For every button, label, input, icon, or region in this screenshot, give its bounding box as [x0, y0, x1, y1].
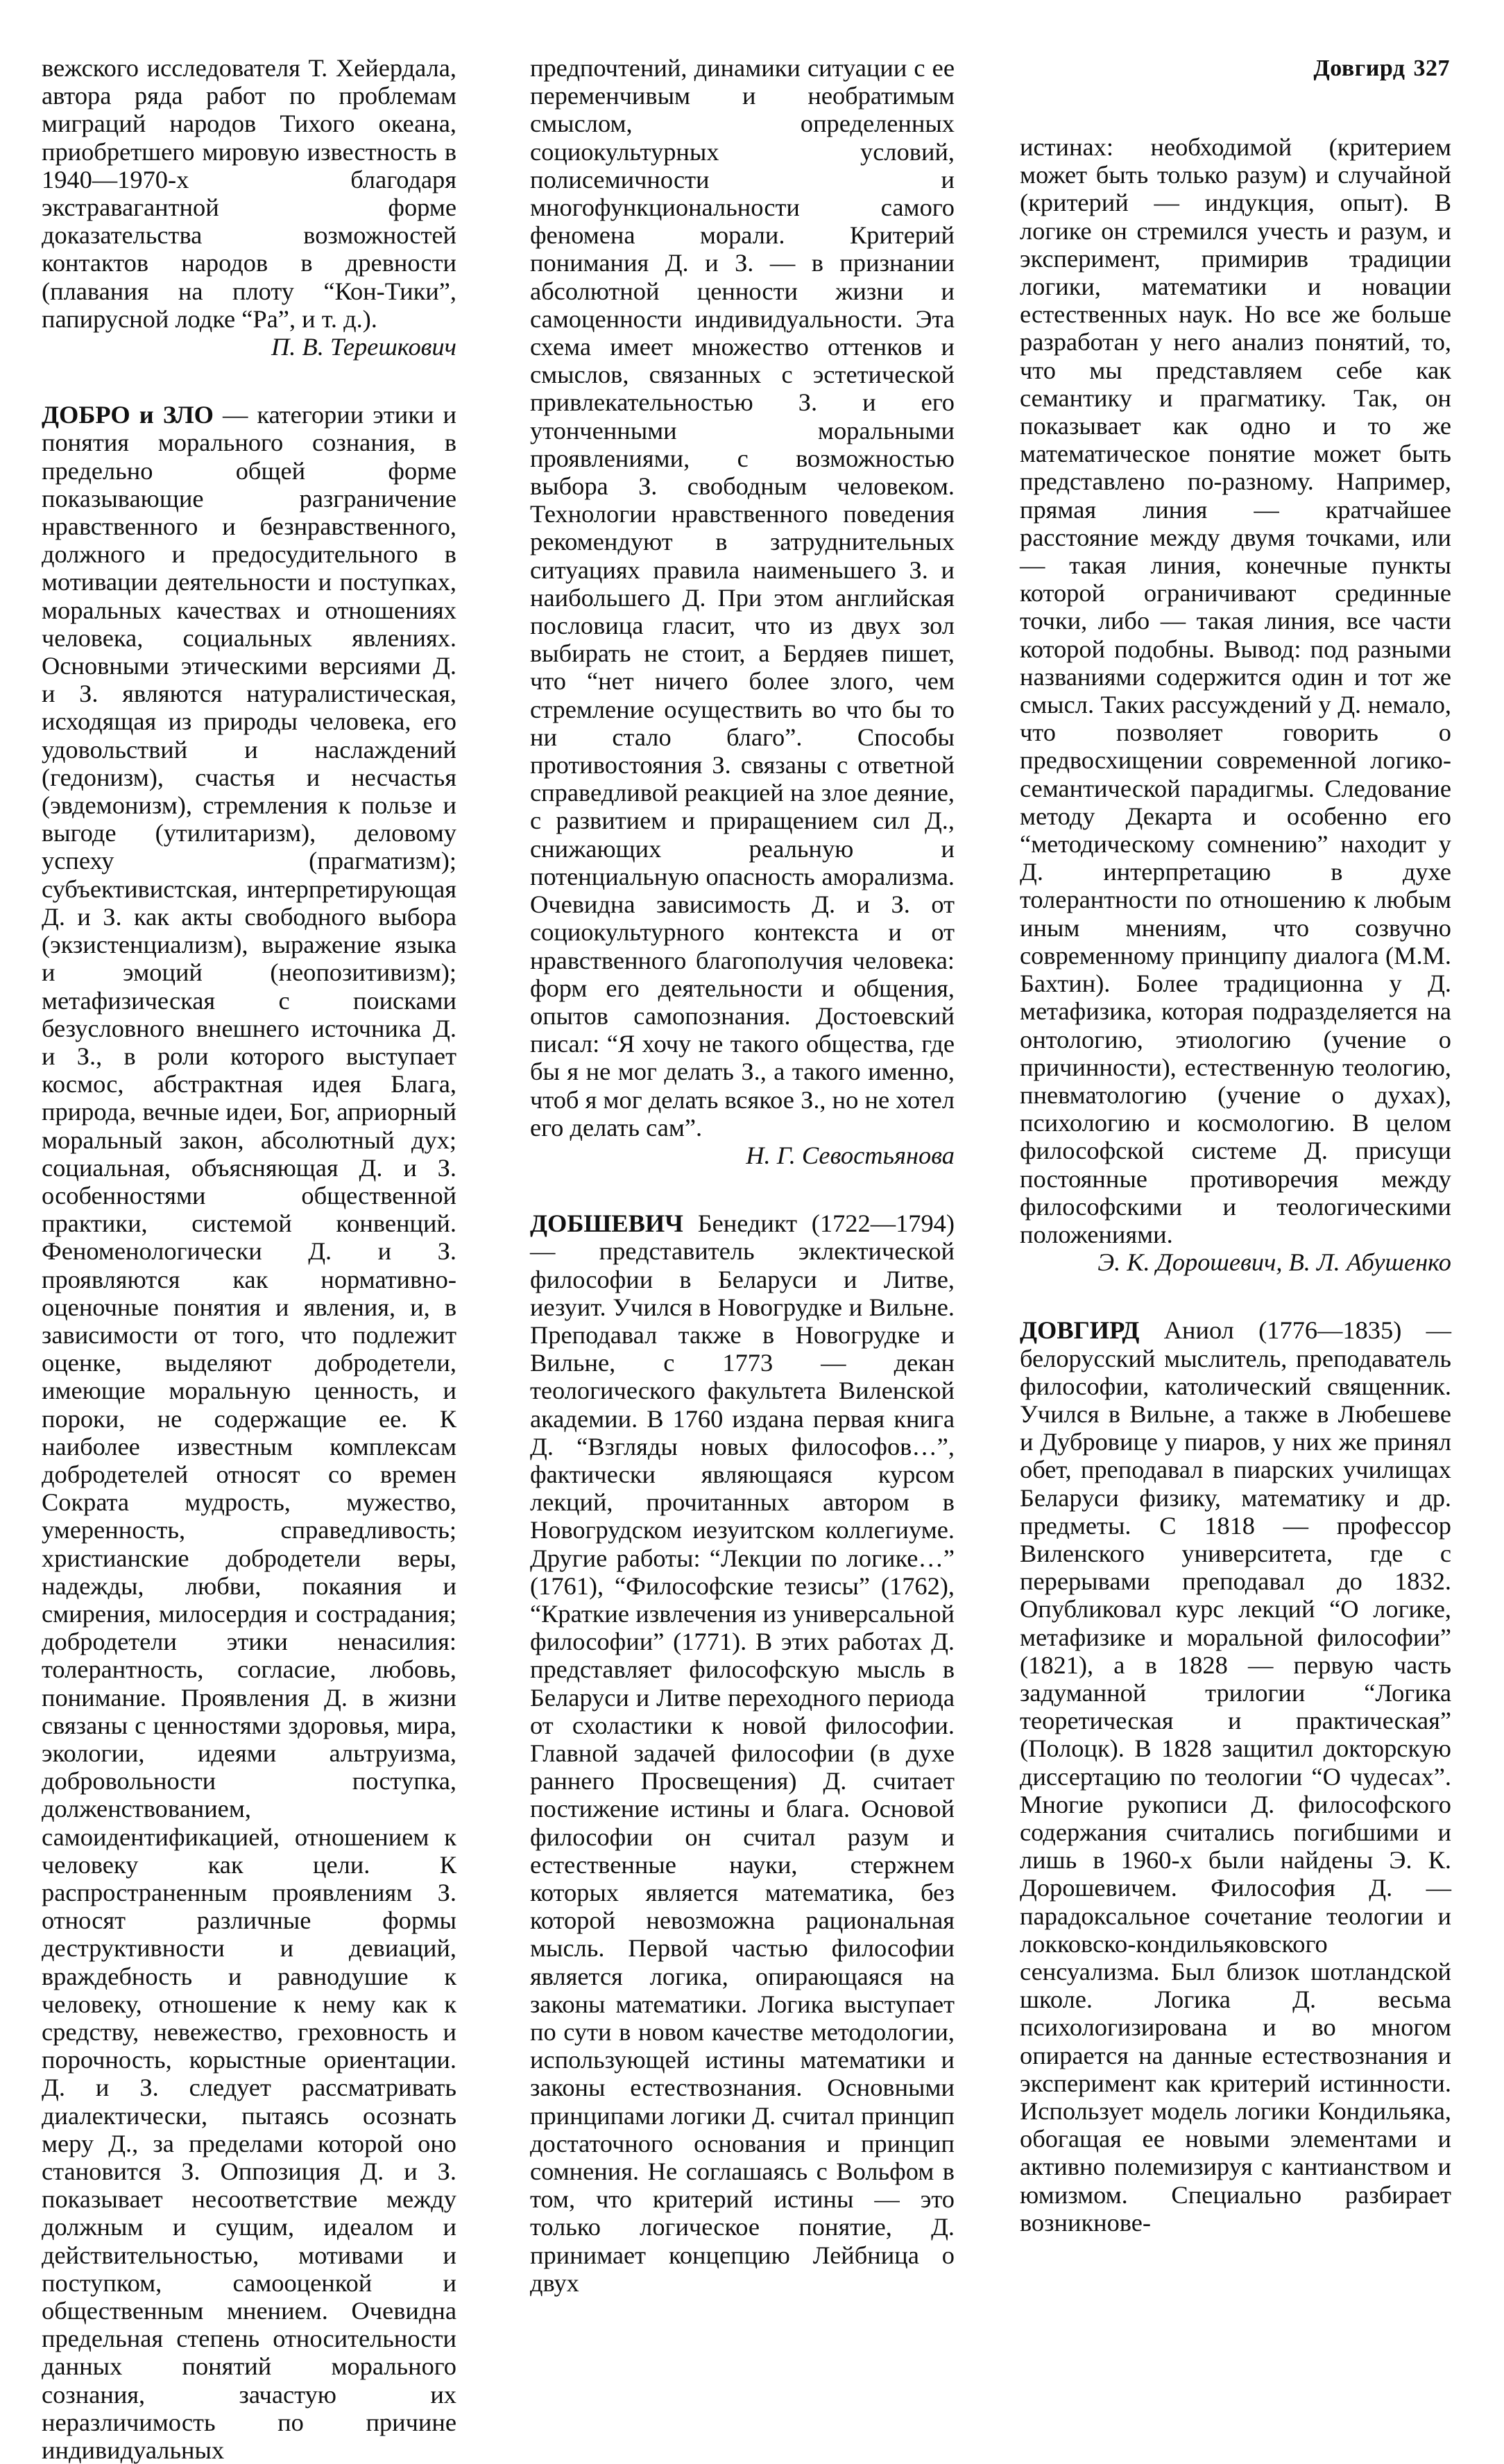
article-headword: ДОБШЕВИЧ	[530, 1209, 683, 1238]
article-dobshevich	[530, 1209, 955, 2297]
running-head	[1313, 55, 1450, 82]
author-signature: Н. Г. Севостьянова	[746, 1141, 955, 1169]
article-text: Аниол (1776—1835) — белорусский мыслитель, преподаватель философии, католический священник. Учился в Вильне, а также в Любешеве и Дубровице у пиаров, у них же принял обет, преподавал в пиарских училищах Беларуси физику, математику и др. предметы. С 1818 — профессор Виленского университета, где с перерывами преподавал до 1832. Опубликовал курс лекций “О логике, метафизике и моральной философии” (1821), а в 1828 — первую часть задуманной трилогии “Логика теоретическая и практическая” (Полоцк). В 1828 защитил докторскую диссертацию по теологии “О чудесах”. Многие рукописи Д. философского содержания считались погибшими и лишь в 1960-х были найдены Э. К. Дорошевичем. Философия Д. — парадоксальное сочетание теологии и локковско-кондильяковского сенсуализма. Был близок шотландской школе. Логика Д. весьма психологизирована и во многом опирается на данные естествознания и эксперимент как критерий истинности. Использует модель логики Кондильяка, обогащая ее новыми элементами и активно полемизируя с кантианством и юмизмом. Специально разбирает возникнове-	[1020, 1316, 1451, 2237]
article-text: — категории этики и понятия морального сознания, в предельно общей форме показывающие разграничение нравственного и безнравственного, должного и предосудительного в мотивации деятельности и поступках, моральных качествах и отношениях человека, социальных явлениях. Основными этическими версиями Д. и З. являются натуралистическая, исходящая из природы человека, его удовольствий и наслаждений (гедонизм), счастья и несчастья (эвдемонизм), стремления к пользе и выгоде (утилитаризм), деловому успеху (прагматизм); субъективистская, интерпретирующая Д. и З. как акты свободного выбора (экзистенциализм), выражение языка и эмоций (неопозитивизм); метафизическая с поисками безусловного внешнего источника Д. и З., в роли которого выступает космос, абстрактная идея Блага, природа, вечные идеи, Бог, априорный моральный закон, абсолютный дух; социальная, объясняющая Д. и З. особенностями общественной практики, системой конвенций. Феноменологически Д. и З. проявляются как нормативно-оценочные понятия и явления, и, в зависимости от того, что подлежит оценке, выделяют добродетели, имеющие моральную ценность, и пороки, не содержащие ее. К наиболее известным комплексам добродетелей относят со времен Сократа мудрость, мужество, умеренность, справедливость; христианские добродетели веры, надежды, любви, покаяния и смирения, милосердия и сострадания; добродетели этики ненасилия: толерантность, согласие, любовь, понимание. Проявления Д. в жизни связаны с ценностями здоровья, мира, экологии, идеями альтруизма, добровольности поступка, долженствованием, самоидентификацией, отношением к человеку как цели. К распространенным проявлениям З. относят различные формы деструктивности и девиаций, враждебность и равнодушие к человеку, отношение к нему как к средству, невежество, греховность и порочность, корыстные ориентации. Д. и З. следует рассматривать диалектически, пытаясь осознать меру Д., за пределами которой оно становится З. Оппозиция Д. и З. показывает несоответствие между должным и сущим, идеалом и действительностью, мотивами и поступком, самооценкой и общественным мнением. Очевидна предельная степень относительности данных понятий морального сознания, зачастую их неразличимость по причине индивидуальных	[42, 401, 456, 2464]
continued-text: вежского исследователя Т. Хейердала, автора ряда работ по проблемам миграций народов Тихого океана, приобретшего мировую известность в 1940—1970-х благодаря экстравагантной форме доказательства возможностей контактов народов в древности (плавания на плоту “Кон-Тики”, папирусной лодке “Ра”, и т. д.).	[42, 54, 456, 333]
author-signature: П. В. Терешкович	[271, 333, 456, 361]
column-3	[1020, 133, 1451, 2237]
article-headword: ДОВГИРД	[1020, 1316, 1140, 1345]
page-number: 327	[1413, 55, 1450, 81]
column-1	[42, 54, 456, 2464]
continued-text: предпочтений, динамики ситуации с ее переменчивым и необратимым смыслом, определенных социокультурных условий, полисемичности и многофункциональности самого феномена морали. Критерий понимания Д. и З. — в признании абсолютной ценности жизни и самоценности индивидуальности. Эта схема имеет множество оттенков и смыслов, связанных с эстетической привлекательностью З. и его утонченными моральными проявлениями, с возможностью выбора З. свободным человеком. Технологии нравственного поведения рекомендуют в затруднительных ситуациях правила наименьшего З. и наибольшего Д. При этом английская пословица гласит, что из двух зол выбирать не стоит, а Бердяев пишет, что “нет ничего более злого, чем стремление осуществить во что бы то ни стало благо”. Способы противостояния З. связаны с ответной справедливой реакцией на злое деяние, с развитием и приращением сил Д., снижающих реальную и потенциальную опасность аморализма. Очевидна зависимость Д. и З. от социокультурного контекста и от нравственного благополучия человека: форм его деятельности и общения, опытов самопознания. Достоевский писал: “Я хочу не такого общества, где бы я не мог делать З., а такого именно, чтоб я мог делать всякое З., но не хотел его делать сам”.	[530, 54, 955, 1141]
running-head-title: Довгирд	[1313, 55, 1405, 81]
article-headword: ДОБРО и ЗЛО	[42, 401, 214, 429]
continued-text: истинах: необходимой (критерием может быть только разум) и случайной (критерий — индукция, опыт). В логике он стремился учесть и разум, и эксперимент, примирив традиции логики, математики и новации естественных наук. Но все же больше разработан у него анализ понятий, то, что мы представляем себе как семантику и прагматику. Так, он показывает как одно и то же математическое понятие может быть представлено по-разному. Например, прямая линия — кратчайшее расстояние между двумя точками, или — такая линия, конечные пункты которой ограничивают срединные точки, либо — такая линия, все части которой подобны. Вывод: под разными названиями содержится один и тот же смысл. Таких рассуждений у Д. немало, что позволяет говорить о предвосхищении современной логико-семантической парадигмы. Следование методу Декарта и особенно его “методическому сомнению” находит у Д. интерпретацию в духе толерантности по отношению к любым иным мнениям, что созвучно современному принципу диалога (М.М. Бахтин). Более традиционна у Д. метафизика, которая подразделяется на онтологию, этиологию (учение о причинности), естественную теологию, пневматологию (учение о духах), психологию и космологию. В целом философской системе Д. присущи постоянные противоречия между философскими и теологическими положениями.	[1020, 133, 1451, 1248]
article-dovgird	[1020, 1316, 1451, 2237]
column-2	[530, 54, 955, 2297]
article-text: Бенедикт (1722—1794) — представитель эклектической философии в Беларуси и Литве, иезуит. Учился в Новогрудке и Вильне. Преподавал также в Новогрудке и Вильне, с 1773 — декан теологического факультета Виленской академии. В 1760 издана первая книга Д. “Взгляды новых философов…”, фактически являющаяся курсом лекций, прочитанных автором в Новогрудском иезуитском коллегиуме. Другие работы: “Лекции по логике…” (1761), “Философские тезисы” (1762), “Краткие извлечения из универсальной философии” (1771). В этих работах Д. представляет философскую мысль в Беларуси и Литве переходного периода от схоластики к новой философии. Главной задачей философии (в духе раннего Просвещения) Д. считает постижение истины и блага. Основой философии он считал разум и естественные науки, стержнем которых является математика, без которой невозможна рациональная мысль. Первой частью философии является логика, опирающаяся на законы математики. Логика выступает по сути в новом качестве методологии, использующей истины математики и законы естествознания. Основными принципами логики Д. считал принцип достаточного основания и принцип сомнения. Не соглашаясь с Вольфом в том, что критерий истины — это только логическое понятие, Д. принимает концепцию Лейбница о двух	[530, 1209, 955, 2297]
author-signature: Э. К. Дорошевич, В. Л. Абушенко	[1097, 1248, 1451, 1277]
article-dobro-i-zlo	[42, 401, 456, 2464]
